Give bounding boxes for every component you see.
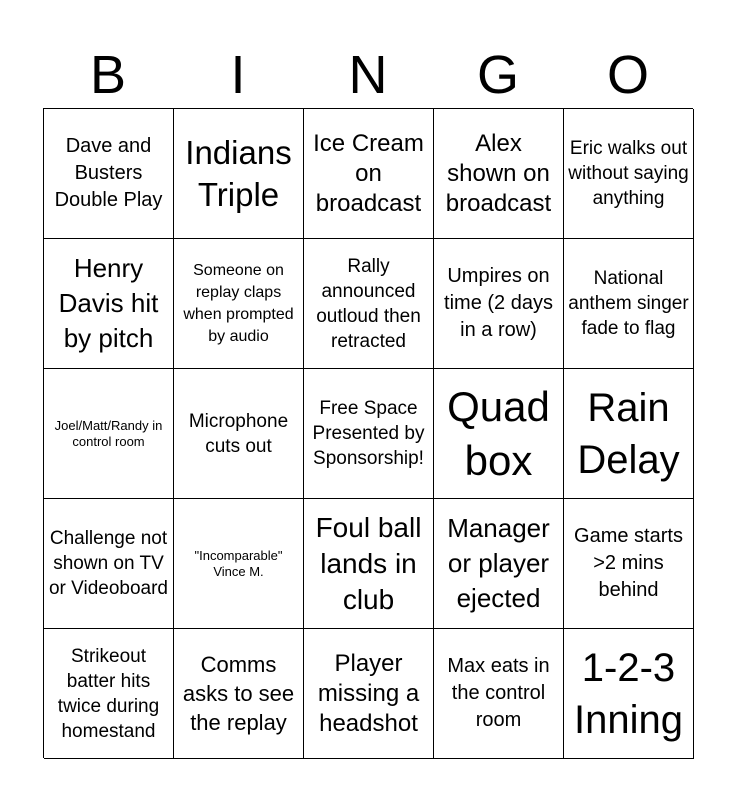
bingo-cell[interactable]: [44, 629, 174, 759]
cell-text: Game starts >2 mins behind: [574, 525, 683, 601]
bingo-cell[interactable]: [564, 499, 694, 629]
bingo-cell[interactable]: [44, 109, 174, 239]
bingo-cell[interactable]: [304, 499, 434, 629]
cell-text: Microphone cuts out: [188, 410, 289, 457]
cell-text: Alex shown on broadcast: [445, 129, 552, 217]
bingo-cell[interactable]: [174, 239, 304, 369]
header-letter-n: N: [348, 45, 388, 105]
bingo-cell[interactable]: [304, 629, 434, 759]
cell-text: Foul ball lands in club: [315, 511, 422, 615]
header-letter-b: B: [89, 45, 127, 105]
cell-text: 1-2-3 Inning: [574, 645, 683, 742]
bingo-cell[interactable]: [564, 239, 694, 369]
cell-text: Max eats in the control room: [447, 655, 550, 731]
cell-text: Joel/Matt/Randy in control room: [54, 417, 163, 449]
bingo-cell[interactable]: [434, 629, 564, 759]
bingo-cell[interactable]: [564, 629, 694, 759]
cell-text: National anthem singer fade to flag: [568, 268, 689, 339]
cell-text: Eric walks out without saying anything: [568, 138, 689, 209]
bingo-header: [43, 42, 693, 108]
bingo-cell[interactable]: [304, 109, 434, 239]
bingo-cell[interactable]: [304, 239, 434, 369]
header-letter-g: G: [476, 45, 519, 105]
bingo-cell[interactable]: [434, 109, 564, 239]
bingo-cell[interactable]: [44, 239, 174, 369]
cell-text: Dave and Busters Double Play: [54, 135, 163, 211]
bingo-cell[interactable]: [564, 369, 694, 499]
bingo-cell[interactable]: [564, 109, 694, 239]
cell-text: Challenge not shown on TV or Videoboard: [48, 528, 169, 599]
bingo-cell[interactable]: [44, 499, 174, 629]
bingo-cell[interactable]: [434, 239, 564, 369]
bingo-cell[interactable]: [174, 499, 304, 629]
bingo-cell[interactable]: [434, 369, 564, 499]
cell-text: Player missing a headshot: [317, 649, 420, 737]
cell-text: Quad box: [447, 382, 550, 484]
cell-text: Strikeout batter hits twice during homestand: [57, 645, 160, 742]
cell-text: Free Space Presented by Sponsorship!: [312, 398, 425, 469]
cell-text: Ice Cream on broadcast: [313, 129, 424, 217]
cell-text: Manager or player ejected: [447, 513, 550, 613]
cell-text: Rally announced outloud then retracted: [316, 255, 421, 352]
bingo-grid: [43, 108, 693, 758]
cell-text: Indians Triple: [185, 133, 292, 213]
header-letter-o: O: [606, 45, 649, 105]
bingo-cell[interactable]: [174, 109, 304, 239]
header-letter-i: I: [230, 45, 246, 105]
cell-text: Henry Davis hit by pitch: [58, 253, 159, 353]
cell-text: Someone on replay claps when prompted by audio: [183, 261, 294, 345]
bingo-cell[interactable]: [174, 629, 304, 759]
bingo-cell[interactable]: [434, 499, 564, 629]
bingo-cell[interactable]: [174, 369, 304, 499]
bingo-cell free-space[interactable]: [304, 369, 434, 499]
cell-text: Comms asks to see the replay: [182, 652, 295, 735]
cell-text: Umpires on time (2 days in a row): [444, 265, 553, 341]
cell-text: Rain Delay: [577, 385, 680, 482]
bingo-cell[interactable]: [44, 369, 174, 499]
cell-text: "Incomparable" Vince M.: [194, 547, 283, 579]
